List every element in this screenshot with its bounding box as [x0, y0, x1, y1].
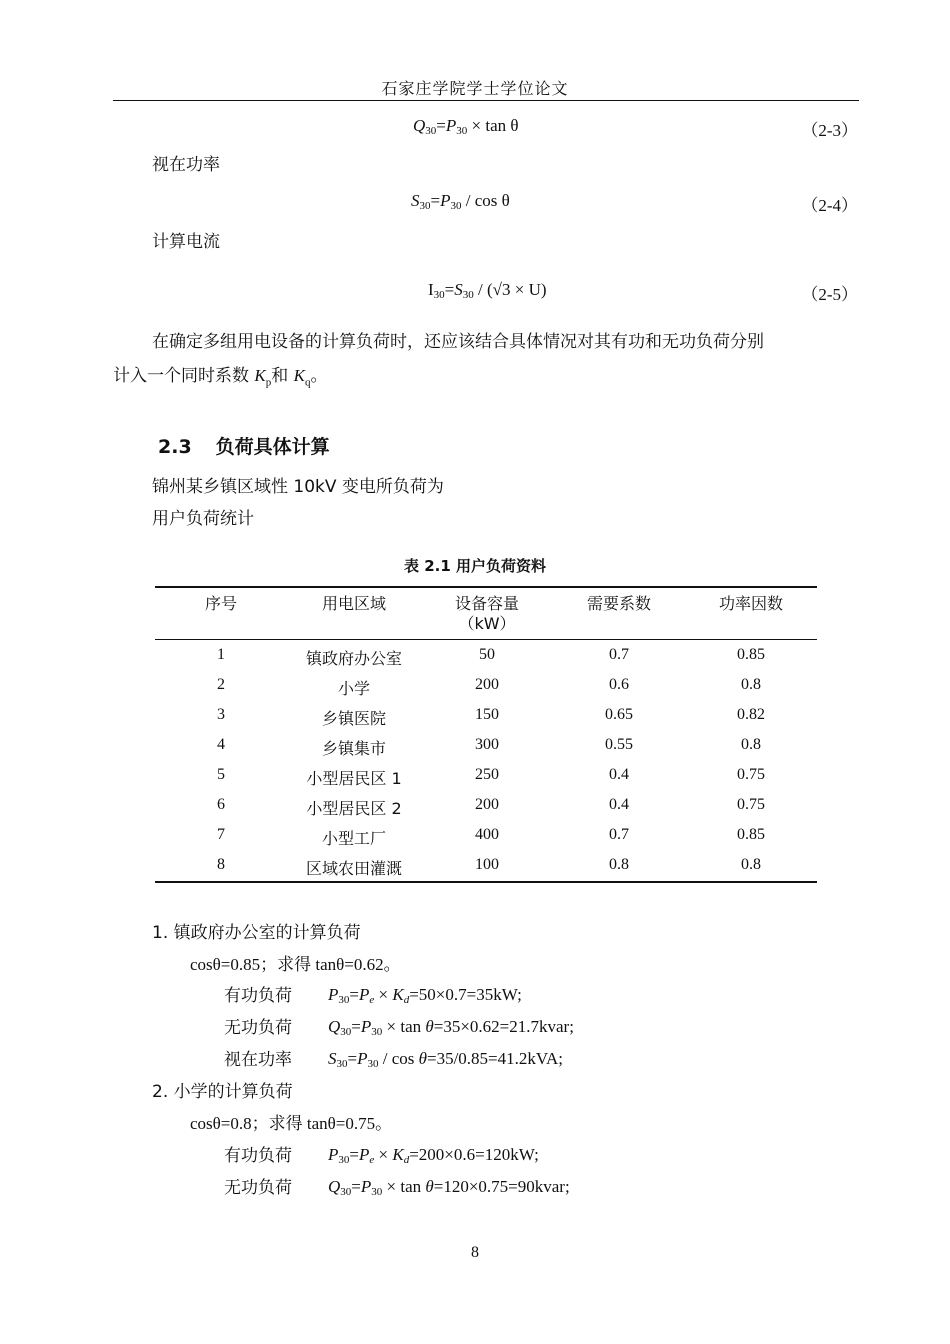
- table-cell: 250: [475, 766, 499, 783]
- table-cell: 0.85: [737, 826, 765, 843]
- table-cell: 150: [475, 706, 499, 723]
- header-power-factor: 功率因数: [718, 594, 783, 613]
- table-cell: 小型工厂: [321, 829, 386, 848]
- table-cell: 2: [217, 676, 225, 693]
- label-calc-current: 计算电流: [152, 232, 220, 252]
- calc-item-2-q-expr: $Q_{30}=P_{30} \times \tan$ θ=120×0.75=90kvar;: [328, 1177, 570, 1198]
- table-cell: 300: [475, 736, 499, 753]
- table-cell: 200: [475, 676, 499, 693]
- section-title: 负荷具体计算: [215, 436, 330, 458]
- equation-number-2-5: （2-5）: [801, 285, 858, 304]
- table-cell: 乡镇集市: [321, 739, 386, 758]
- calc-item-1-s-expr: $S_{30}=P_{30} / \cos \theta=35/0.85=41.2kVA$;: [328, 1049, 563, 1070]
- header-seq: 序号: [204, 594, 237, 613]
- header-capacity-unit: （kW）: [458, 614, 516, 633]
- table-cell: 4: [217, 736, 225, 753]
- header-rule: [113, 100, 859, 101]
- table-cell: 200: [475, 796, 499, 813]
- table-cell: 1: [217, 646, 225, 663]
- equation-2-3: $Q_{30}=P_{30} \times \tan \theta$: [413, 116, 519, 137]
- table-cell: 小型居民区 1: [306, 769, 402, 788]
- table-top-rule: [155, 586, 817, 588]
- running-header: 石家庄学院学士学位论文: [381, 79, 569, 98]
- table-cell: 0.85: [737, 646, 765, 663]
- table-cell: 3: [217, 706, 225, 723]
- table-cell: 0.8: [741, 856, 761, 873]
- table-cell: 8: [217, 856, 225, 873]
- calc-item-2-p-label: 有功负荷: [224, 1146, 292, 1166]
- table-cell: 0.82: [737, 706, 765, 723]
- header-area: 用电区域: [321, 594, 386, 613]
- header-demand-factor: 需要系数: [586, 594, 651, 613]
- table-cell: 小学: [337, 679, 370, 698]
- paragraph-line-1: 在确定多组用电设备的计算负荷时，还应该结合具体情况对其有功和无功负荷分别: [152, 332, 764, 352]
- table-cell: 0.8: [609, 856, 629, 873]
- paragraph-line-2: 计入一个同时系数 $K_p$和 $K_q$。: [113, 366, 328, 389]
- page-number: 8: [471, 1244, 479, 1261]
- table-cell: 5: [217, 766, 225, 783]
- section-number: 2.3: [158, 436, 192, 458]
- table-cell: 0.75: [737, 766, 765, 783]
- equation-number-2-4: （2-4）: [801, 196, 858, 215]
- table-cell: 400: [475, 826, 499, 843]
- table-cell: 6: [217, 796, 225, 813]
- table-cell: 100: [475, 856, 499, 873]
- table-caption: 表 2.1 用户负荷资料: [403, 557, 547, 575]
- table-cell: 0.6: [609, 676, 629, 693]
- table-cell: 区域农田灌溉: [305, 859, 402, 878]
- calc-item-1-cos: cosθ=0.85；求得 tanθ=0.62。: [190, 955, 401, 974]
- table-cell: 50: [479, 646, 495, 663]
- table-header-rule: [155, 639, 817, 640]
- calc-item-2-q-label: 无功负荷: [224, 1178, 292, 1198]
- table-cell: 镇政府办公室: [305, 649, 402, 668]
- calc-item-1-q-label: 无功负荷: [224, 1018, 292, 1038]
- header-capacity: 设备容量 （kW）: [421, 594, 553, 634]
- table-cell: 小型居民区 2: [306, 799, 402, 818]
- intro-line-2: 用户负荷统计: [152, 509, 254, 529]
- calc-item-1-s-label: 视在功率: [224, 1050, 292, 1070]
- table-cell: 0.4: [609, 796, 629, 813]
- table-cell: 0.65: [605, 706, 633, 723]
- calc-item-1-p-label: 有功负荷: [224, 986, 292, 1006]
- table-cell: 0.75: [737, 796, 765, 813]
- calc-item-1-p-expr: $P_{30}=P_e \times K_d=50\times 0.7=35kW$;: [328, 985, 522, 1006]
- table-cell: 0.8: [741, 676, 761, 693]
- equation-number-2-3: （2-3）: [801, 121, 858, 140]
- equation-2-4: $S_{30}=P_{30} / \cos \theta$: [411, 191, 510, 212]
- label-apparent-power: 视在功率: [152, 155, 220, 175]
- table-cell: 0.4: [609, 766, 629, 783]
- table-cell: 0.55: [605, 736, 633, 753]
- calc-item-1-title: 1. 镇政府办公室的计算负荷: [152, 923, 361, 943]
- table-cell: 7: [217, 826, 225, 843]
- equation-2-5: $I_{30}=S_{30} / (√3 \times U)$: [428, 280, 547, 301]
- calc-item-2-title: 2. 小学的计算负荷: [152, 1082, 293, 1102]
- table-cell: 0.7: [609, 646, 629, 663]
- table-bottom-rule: [155, 881, 817, 883]
- table-cell: 0.7: [609, 826, 629, 843]
- section-heading: [158, 432, 330, 459]
- table-cell: 0.8: [741, 736, 761, 753]
- calc-item-2-cos: cosθ=0.8；求得 tanθ=0.75。: [190, 1114, 393, 1133]
- calc-item-2-p-expr: $P_{30}=P_e \times K_d=200\times 0.6=120kW$;: [328, 1145, 539, 1166]
- intro-line-1: 锦州某乡镇区域性 10kV 变电所负荷为: [152, 477, 444, 497]
- table-cell: 乡镇医院: [321, 709, 386, 728]
- calc-item-1-q-expr: $Q_{30}=P_{30} \times \tan$ θ=35×0.62=21.7kvar;: [328, 1017, 574, 1038]
